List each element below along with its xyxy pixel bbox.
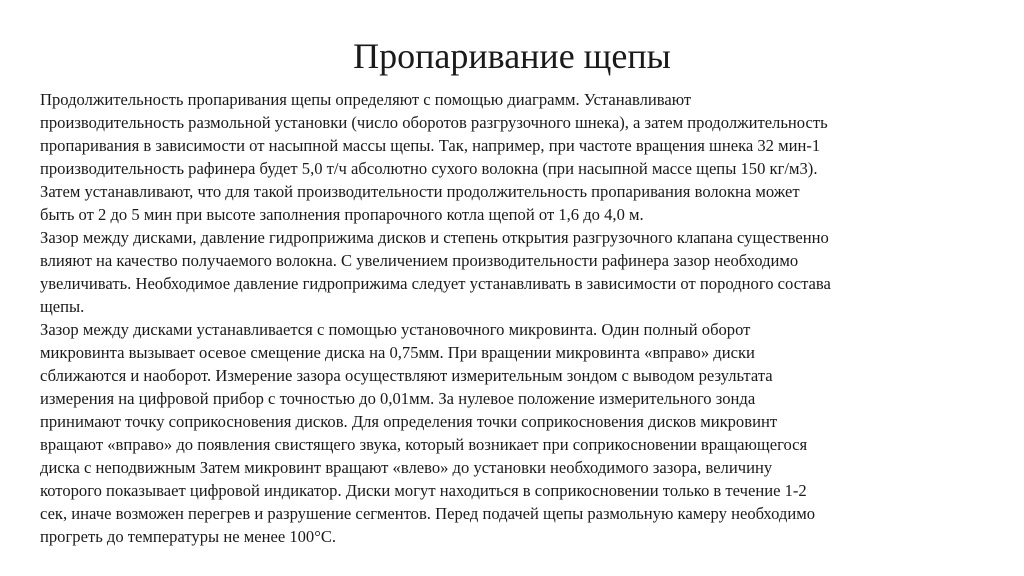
text-line: измерения на цифровой прибор с точностью до 0,01мм. За нулевое положение измерительного зонда	[40, 389, 756, 408]
paragraph-steaming-duration	[40, 88, 990, 226]
text-line: щепы.	[40, 297, 85, 316]
text-line: микровинта вызывает осевое смещение диска на 0,75мм. При вращении микровинта «вправо» диски	[40, 343, 755, 362]
text-line: быть от 2 до 5 мин при высоте заполнения пропарочного котла щепой от 1,6 до 4,0 м.	[40, 205, 644, 224]
text-line: пропаривания в зависимости от насыпной массы щепы. Так, например, при частоте вращения шнека 32 мин-1	[40, 136, 821, 155]
text-line: Затем устанавливают, что для такой производительности продолжительность пропаривания волокна может	[40, 182, 800, 201]
slide-title: Пропаривание щепы	[353, 36, 671, 76]
text-line: принимают точку соприкосновения дисков. Для определения точки соприкосновения дисков микровинт	[40, 412, 778, 431]
text-line: Зазор между дисками, давление гидроприжима дисков и степень открытия разгрузочного клапана существенно	[40, 228, 829, 247]
text-line: увеличивать. Необходимое давление гидроприжима следует устанавливать в зависимости от породного состава	[40, 274, 831, 293]
text-line: вращают «вправо» до появления свистящего звука, который возникает при соприкосновении вращающегося	[40, 435, 808, 454]
text-line: прогреть до температуры не менее 100°С.	[40, 527, 337, 546]
paragraph-gap-setting	[40, 318, 990, 548]
text-line: сек, иначе возможен перегрев и разрушение сегментов. Перед подачей щепы размольную камеру необходимо	[40, 504, 816, 523]
text-line: Зазор между дисками устанавливается с помощью установочного микровинта. Один полный оборот	[40, 320, 751, 339]
paragraph-disc-gap-pressure	[40, 226, 990, 318]
slide-body	[40, 88, 990, 548]
text-line: влияют на качество получаемого волокна. С увеличением производительности рафинера зазор необходимо	[40, 251, 799, 270]
text-line: диска с неподвижным Затем микровинт вращают «влево» до установки необходимого зазора, величину	[40, 458, 773, 477]
text-line: сближаются и наоборот. Измерение зазора осуществляют измерительным зондом с выводом результата	[40, 366, 773, 385]
text-line: которого показывает цифровой индикатор. Диски могут находиться в соприкосновении только в течение 1-2	[40, 481, 807, 500]
text-line: производительность размольной установки (число оборотов разгрузочного шнека), а затем продолжительность	[40, 113, 828, 132]
text-line: производительность рафинера будет 5,0 т/ч абсолютно сухого волокна (при насыпной массе щепы 150 кг/м3).	[40, 159, 818, 178]
text-line: Продолжительность пропаривания щепы определяют с помощью диаграмм. Устанавливают	[40, 90, 692, 109]
